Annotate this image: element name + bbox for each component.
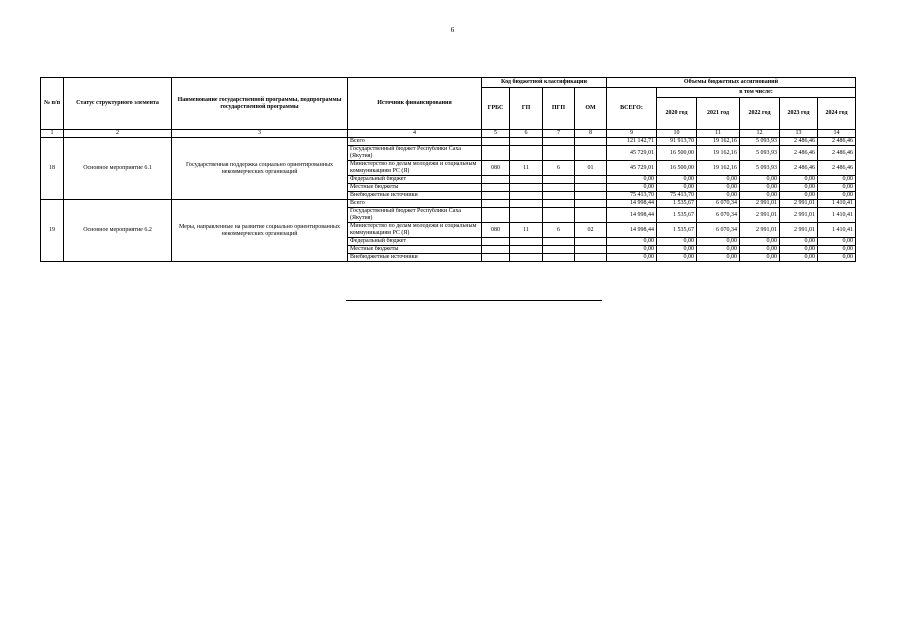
header-including: в том числе: <box>657 88 856 98</box>
row-number: 18 <box>41 138 64 200</box>
gp-code: 11 <box>510 223 543 238</box>
column-index: 4 <box>348 130 482 138</box>
year-amount: 2 991,01 <box>740 208 780 223</box>
year-amount: 1 535,67 <box>657 223 697 238</box>
table-row <box>41 200 856 208</box>
year-amount: 19 162,16 <box>697 138 740 146</box>
table-row <box>41 138 856 146</box>
grbs-code <box>482 184 510 192</box>
year-amount: 0,00 <box>818 184 856 192</box>
structural-status: Основное мероприятие 6.1 <box>64 138 172 200</box>
program-name: Государственная поддержка социально ориентированных некоммерческих организаций <box>172 138 348 200</box>
grbs-code: 080 <box>482 223 510 238</box>
year-amount: 0,00 <box>657 176 697 184</box>
year-amount: 0,00 <box>818 238 856 246</box>
column-index: 2 <box>64 130 172 138</box>
header-volume-group: Объемы бюджетных ассигнований <box>607 78 856 88</box>
funding-source: Местные бюджеты <box>348 246 482 254</box>
year-amount: 0,00 <box>697 176 740 184</box>
budget-table <box>40 77 856 262</box>
pgp-code <box>543 184 575 192</box>
year-amount: 1 410,41 <box>818 223 856 238</box>
funding-source: Министерство по делам молодежи и социальным коммуникациям РС (Я) <box>348 161 482 176</box>
year-amount: 0,00 <box>780 246 818 254</box>
column-index: 7 <box>543 130 575 138</box>
gp-code <box>510 192 543 200</box>
total-amount: 14 998,44 <box>607 200 657 208</box>
total-amount: 0,00 <box>607 184 657 192</box>
year-amount: 1 535,67 <box>657 200 697 208</box>
funding-source: Федеральный бюджет <box>348 176 482 184</box>
year-amount: 0,00 <box>657 254 697 262</box>
year-amount: 2 486,46 <box>780 161 818 176</box>
total-amount: 0,00 <box>607 254 657 262</box>
om-code <box>575 200 607 208</box>
om-code <box>575 246 607 254</box>
year-amount: 0,00 <box>697 192 740 200</box>
grbs-code <box>482 238 510 246</box>
funding-source: Государственный бюджет Республики Саха (Якутия) <box>348 146 482 161</box>
funding-source: Министерство по делам молодежи и социальным коммуникациям РС (Я) <box>348 223 482 238</box>
header-grbs: ГРБС <box>482 88 510 130</box>
year-amount: 0,00 <box>657 238 697 246</box>
year-amount: 0,00 <box>697 254 740 262</box>
funding-source: Всего <box>348 200 482 208</box>
grbs-code <box>482 146 510 161</box>
grbs-code <box>482 176 510 184</box>
om-code <box>575 146 607 161</box>
om-code <box>575 238 607 246</box>
year-amount: 2 991,01 <box>780 208 818 223</box>
header-kbk-group: Код бюджетной классификации <box>482 78 607 88</box>
header-year: 2024 год <box>818 98 856 130</box>
header-pgp: ПГП <box>543 88 575 130</box>
year-amount: 0,00 <box>740 254 780 262</box>
gp-code <box>510 208 543 223</box>
year-amount: 0,00 <box>780 176 818 184</box>
funding-source: Всего <box>348 138 482 146</box>
header-year: 2021 год <box>697 98 740 130</box>
year-amount: 5 093,93 <box>740 138 780 146</box>
year-amount: 0,00 <box>697 246 740 254</box>
gp-code <box>510 246 543 254</box>
total-amount: 45 729,01 <box>607 146 657 161</box>
year-amount: 75 413,70 <box>657 192 697 200</box>
total-amount: 0,00 <box>607 176 657 184</box>
header-total: ВСЕГО: <box>607 88 657 130</box>
column-index: 11 <box>697 130 740 138</box>
total-amount: 14 998,44 <box>607 223 657 238</box>
year-amount: 6 070,34 <box>697 200 740 208</box>
year-amount: 2 486,46 <box>780 146 818 161</box>
om-code <box>575 184 607 192</box>
row-number: 19 <box>41 200 64 262</box>
year-amount: 16 500,00 <box>657 146 697 161</box>
year-amount: 16 500,00 <box>657 161 697 176</box>
funding-source: Государственный бюджет Республики Саха (Якутия) <box>348 208 482 223</box>
gp-code: 11 <box>510 161 543 176</box>
pgp-code <box>543 246 575 254</box>
column-index: 1 <box>41 130 64 138</box>
year-amount: 19 162,16 <box>697 146 740 161</box>
year-amount: 91 913,70 <box>657 138 697 146</box>
column-index: 12 <box>740 130 780 138</box>
total-amount: 0,00 <box>607 238 657 246</box>
column-index: 5 <box>482 130 510 138</box>
year-amount: 0,00 <box>780 238 818 246</box>
year-amount: 5 093,93 <box>740 161 780 176</box>
om-code: 01 <box>575 161 607 176</box>
year-amount: 0,00 <box>740 176 780 184</box>
total-amount: 14 998,44 <box>607 208 657 223</box>
total-amount: 45 729,01 <box>607 161 657 176</box>
page-number: 6 <box>450 26 455 34</box>
header-gp: ГП <box>510 88 543 130</box>
year-amount: 0,00 <box>697 184 740 192</box>
column-index: 10 <box>657 130 697 138</box>
grbs-code <box>482 208 510 223</box>
total-amount: 75 413,70 <box>607 192 657 200</box>
gp-code <box>510 146 543 161</box>
year-amount: 2 486,46 <box>818 138 856 146</box>
year-amount: 0,00 <box>697 238 740 246</box>
grbs-code <box>482 200 510 208</box>
total-amount: 121 142,71 <box>607 138 657 146</box>
year-amount: 0,00 <box>818 192 856 200</box>
year-amount: 0,00 <box>780 184 818 192</box>
pgp-code <box>543 238 575 246</box>
gp-code <box>510 254 543 262</box>
om-code: 02 <box>575 223 607 238</box>
grbs-code <box>482 192 510 200</box>
year-amount: 0,00 <box>657 246 697 254</box>
year-amount: 19 162,16 <box>697 161 740 176</box>
year-amount: 0,00 <box>740 192 780 200</box>
header-source: Источник финансирования <box>348 78 482 130</box>
pgp-code <box>543 176 575 184</box>
column-index: 8 <box>575 130 607 138</box>
column-index: 9 <box>607 130 657 138</box>
header-om: ОМ <box>575 88 607 130</box>
funding-source: Внебюджетные источники <box>348 254 482 262</box>
header-program-name: Наименование государственной программы, подпрограммы государственной программы <box>172 78 348 130</box>
grbs-code: 080 <box>482 161 510 176</box>
year-amount: 0,00 <box>780 192 818 200</box>
om-code <box>575 254 607 262</box>
year-amount: 2 486,46 <box>818 161 856 176</box>
year-amount: 6 070,34 <box>697 223 740 238</box>
grbs-code <box>482 246 510 254</box>
om-code <box>575 138 607 146</box>
gp-code <box>510 200 543 208</box>
funding-source: Местные бюджеты <box>348 184 482 192</box>
column-index: 13 <box>780 130 818 138</box>
year-amount: 1 535,67 <box>657 208 697 223</box>
column-index: 6 <box>510 130 543 138</box>
column-index: 3 <box>172 130 348 138</box>
year-amount: 2 486,46 <box>818 146 856 161</box>
table-body <box>41 138 856 262</box>
header-num: № п/п <box>41 78 64 130</box>
year-amount: 0,00 <box>818 176 856 184</box>
pgp-code <box>543 192 575 200</box>
om-code <box>575 176 607 184</box>
om-code <box>575 208 607 223</box>
gp-code <box>510 138 543 146</box>
year-amount: 2 991,01 <box>740 223 780 238</box>
year-amount: 0,00 <box>780 254 818 262</box>
year-amount: 2 991,01 <box>780 223 818 238</box>
funding-source: Федеральный бюджет <box>348 238 482 246</box>
year-amount: 0,00 <box>818 254 856 262</box>
pgp-code: 6 <box>543 161 575 176</box>
column-index-row <box>41 130 856 138</box>
om-code <box>575 192 607 200</box>
year-amount: 5 093,93 <box>740 146 780 161</box>
column-index: 14 <box>818 130 856 138</box>
pgp-code <box>543 146 575 161</box>
pgp-code <box>543 200 575 208</box>
header-year: 2020 год <box>657 98 697 130</box>
pgp-code <box>543 254 575 262</box>
year-amount: 6 070,34 <box>697 208 740 223</box>
year-amount: 1 410,41 <box>818 208 856 223</box>
gp-code <box>510 176 543 184</box>
year-amount: 1 410,41 <box>818 200 856 208</box>
year-amount: 2 486,46 <box>780 138 818 146</box>
header-year: 2023 год <box>780 98 818 130</box>
year-amount: 0,00 <box>818 246 856 254</box>
funding-source: Внебюджетные источники <box>348 192 482 200</box>
header-year: 2022 год <box>740 98 780 130</box>
pgp-code: 6 <box>543 223 575 238</box>
structural-status: Основное мероприятие 6.2 <box>64 200 172 262</box>
year-amount: 0,00 <box>657 184 697 192</box>
grbs-code <box>482 138 510 146</box>
grbs-code <box>482 254 510 262</box>
year-amount: 2 991,01 <box>780 200 818 208</box>
header-status: Статус структурного элемента <box>64 78 172 130</box>
program-name: Меры, направленные на развитие социально ориентированных некоммерческих организаций <box>172 200 348 262</box>
total-amount: 0,00 <box>607 246 657 254</box>
gp-code <box>510 238 543 246</box>
year-amount: 0,00 <box>740 184 780 192</box>
gp-code <box>510 184 543 192</box>
pgp-code <box>543 138 575 146</box>
year-amount: 0,00 <box>740 238 780 246</box>
pgp-code <box>543 208 575 223</box>
footer-rule <box>346 300 602 301</box>
year-amount: 2 991,01 <box>740 200 780 208</box>
year-amount: 0,00 <box>740 246 780 254</box>
